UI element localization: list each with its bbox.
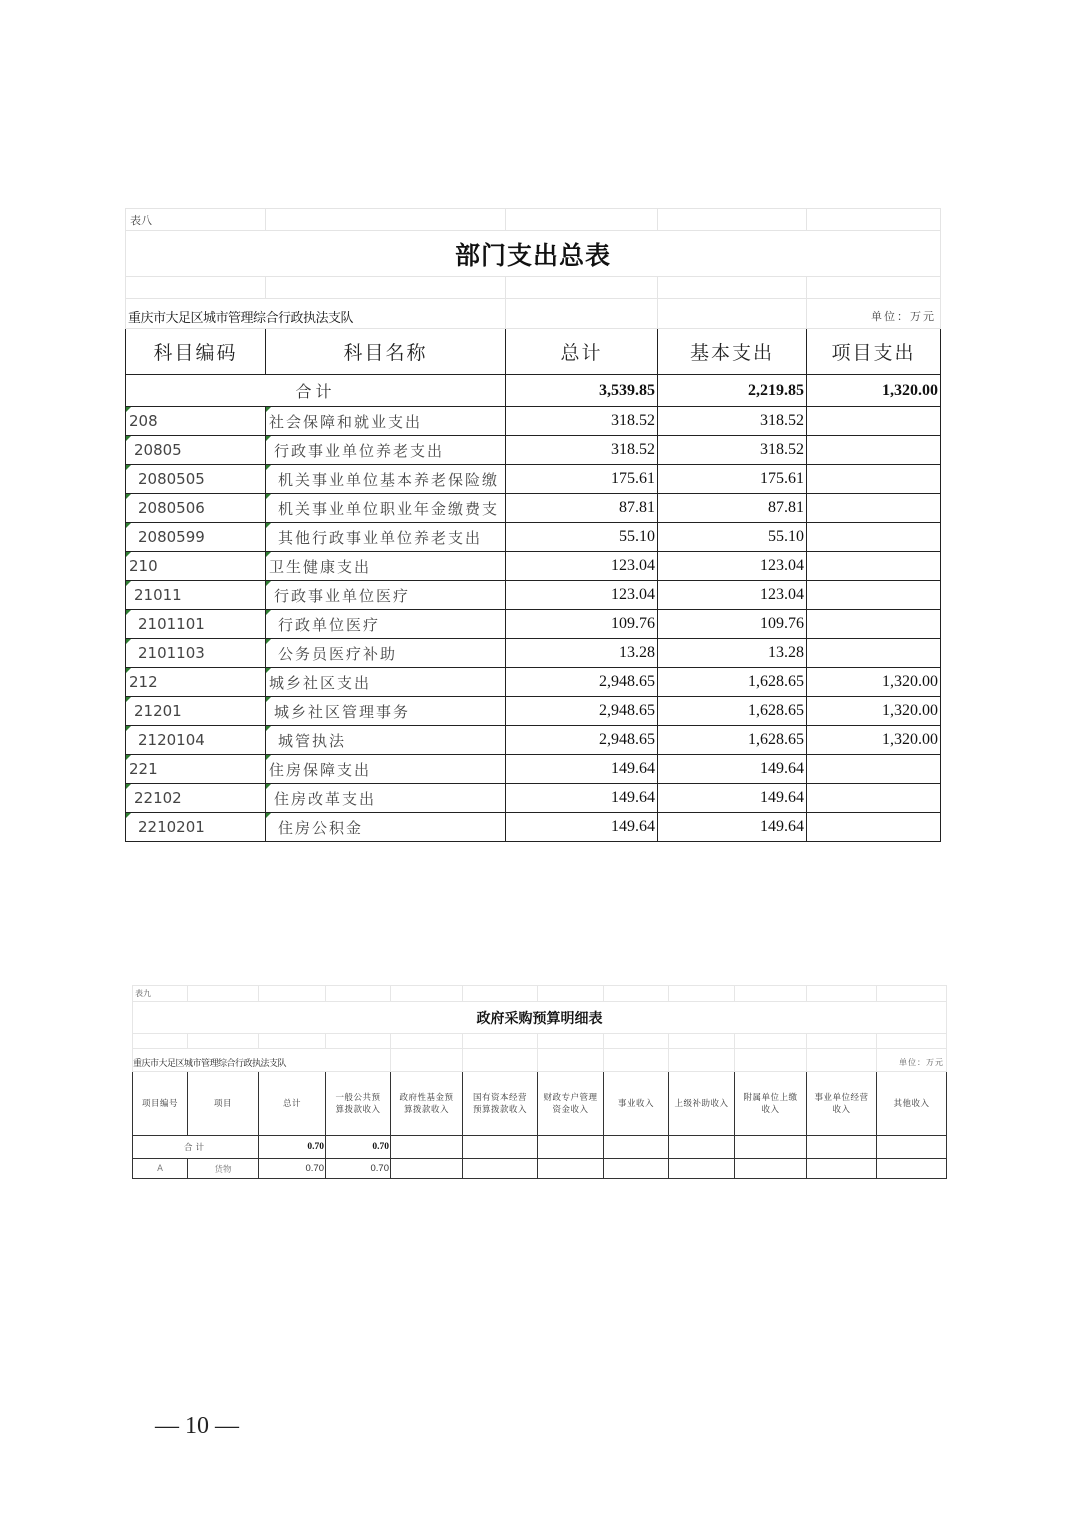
table-row xyxy=(126,813,941,842)
row-basic: 1,628.65 xyxy=(658,697,807,726)
row-name: 机关事业单位职业年金缴费支 xyxy=(266,494,506,523)
row-total: 2,948.65 xyxy=(506,668,658,697)
row-project xyxy=(807,407,941,436)
table-title: 部门支出总表 xyxy=(126,231,941,277)
row-name: 城管执法 xyxy=(266,726,506,755)
row-basic: 123.04 xyxy=(658,581,807,610)
row-project xyxy=(807,494,941,523)
row-basic: 149.64 xyxy=(658,784,807,813)
title-row xyxy=(126,231,941,277)
header-line: 附属单位上缴 xyxy=(743,1092,798,1103)
header-cell xyxy=(259,1072,326,1136)
total-basic: 2,219.85 xyxy=(658,375,807,407)
header-cell xyxy=(877,1072,947,1136)
header-cell xyxy=(133,1072,188,1136)
table-label-row xyxy=(133,986,947,1002)
header-line: 预算拨款收入 xyxy=(472,1104,527,1115)
row-basic: 318.52 xyxy=(658,436,807,465)
row-total: 149.64 xyxy=(506,755,658,784)
table-title: 政府采购预算明细表 xyxy=(133,1002,947,1034)
header-cell xyxy=(188,1072,259,1136)
header-line: 国有资本经营 xyxy=(472,1092,527,1103)
organization-name: 重庆市大足区城市管理综合行政执法支队 xyxy=(133,1049,391,1072)
row-basic: 318.52 xyxy=(658,407,807,436)
header-line: 算拨款收入 xyxy=(335,1104,381,1115)
table-label-row xyxy=(126,209,941,231)
total-general: 0.70 xyxy=(326,1136,391,1159)
total-label: 合计 xyxy=(133,1136,259,1159)
header-row xyxy=(126,329,941,375)
header-line: 其他收入 xyxy=(893,1098,930,1109)
row-code: 21011 xyxy=(126,581,266,610)
row-basic: 149.64 xyxy=(658,755,807,784)
row-code: 2080599 xyxy=(126,523,266,552)
total-row xyxy=(133,1136,947,1159)
header-cell xyxy=(735,1072,807,1136)
row-total: 149.64 xyxy=(506,784,658,813)
header-line: 总计 xyxy=(282,1098,301,1109)
table-row xyxy=(133,1159,947,1179)
blank-row xyxy=(126,277,941,299)
header-code: 科目编码 xyxy=(126,329,266,375)
row-name: 城乡社区管理事务 xyxy=(266,697,506,726)
total-row xyxy=(126,375,941,407)
table-row xyxy=(126,697,941,726)
table-row xyxy=(126,494,941,523)
header-cell xyxy=(807,1072,877,1136)
row-project xyxy=(807,813,941,842)
unit-label: 单位：万元 xyxy=(807,299,941,329)
header-line: 资金收入 xyxy=(552,1104,589,1115)
row-project xyxy=(807,552,941,581)
blank-row xyxy=(133,1034,947,1049)
table-row xyxy=(126,784,941,813)
header-basic: 基本支出 xyxy=(658,329,807,375)
row-code: 2120104 xyxy=(126,726,266,755)
row-basic: 13.28 xyxy=(658,639,807,668)
table-row xyxy=(126,523,941,552)
row-code: 21201 xyxy=(126,697,266,726)
header-line: 项目编号 xyxy=(141,1098,178,1109)
row-total: 109.76 xyxy=(506,610,658,639)
government-procurement-table xyxy=(132,985,947,1179)
row-project xyxy=(807,639,941,668)
header-project: 项目支出 xyxy=(807,329,941,375)
row-item: 货物 xyxy=(188,1159,259,1179)
header-cell xyxy=(669,1072,735,1136)
total-project: 1,320.00 xyxy=(807,375,941,407)
row-code: 2101101 xyxy=(126,610,266,639)
row-total: 55.10 xyxy=(506,523,658,552)
row-name: 机关事业单位基本养老保险缴 xyxy=(266,465,506,494)
row-project xyxy=(807,436,941,465)
row-total: 0.70 xyxy=(259,1159,326,1179)
header-cell xyxy=(463,1072,538,1136)
row-name: 行政单位医疗 xyxy=(266,610,506,639)
organization-row xyxy=(126,299,941,329)
header-line: 政府性基金预 xyxy=(399,1092,454,1103)
row-total: 318.52 xyxy=(506,407,658,436)
header-line: 上级补助收入 xyxy=(674,1098,729,1109)
header-total: 总计 xyxy=(506,329,658,375)
row-basic: 175.61 xyxy=(658,465,807,494)
total-total: 3,539.85 xyxy=(506,375,658,407)
row-name: 行政事业单位养老支出 xyxy=(266,436,506,465)
row-basic: 55.10 xyxy=(658,523,807,552)
row-total: 2,948.65 xyxy=(506,697,658,726)
row-code: A xyxy=(133,1159,188,1179)
row-name: 住房改革支出 xyxy=(266,784,506,813)
row-total: 123.04 xyxy=(506,581,658,610)
table-row xyxy=(126,726,941,755)
header-row xyxy=(133,1072,947,1136)
row-name: 行政事业单位医疗 xyxy=(266,581,506,610)
header-line: 财政专户管理 xyxy=(543,1092,598,1103)
row-total: 175.61 xyxy=(506,465,658,494)
header-line: 事业单位经营 xyxy=(814,1092,869,1103)
row-project xyxy=(807,755,941,784)
row-name: 住房保障支出 xyxy=(266,755,506,784)
row-code: 2080505 xyxy=(126,465,266,494)
organization-row xyxy=(133,1049,947,1072)
row-general: 0.70 xyxy=(326,1159,391,1179)
title-row xyxy=(133,1002,947,1034)
header-cell xyxy=(391,1072,463,1136)
row-code: 210 xyxy=(126,552,266,581)
row-project xyxy=(807,523,941,552)
header-cell xyxy=(538,1072,604,1136)
row-name: 社会保障和就业支出 xyxy=(266,407,506,436)
row-code: 208 xyxy=(126,407,266,436)
row-project xyxy=(807,784,941,813)
row-code: 20805 xyxy=(126,436,266,465)
page-number: — 10 — xyxy=(155,1413,239,1439)
row-project xyxy=(807,581,941,610)
header-line: 项目 xyxy=(213,1098,232,1109)
table-row xyxy=(126,436,941,465)
table-row xyxy=(126,755,941,784)
row-total: 318.52 xyxy=(506,436,658,465)
row-basic: 1,628.65 xyxy=(658,668,807,697)
row-basic: 1,628.65 xyxy=(658,726,807,755)
organization-name: 重庆市大足区城市管理综合行政执法支队 xyxy=(126,299,506,329)
row-basic: 149.64 xyxy=(658,813,807,842)
header-line: 一般公共预 xyxy=(335,1092,381,1103)
table-row xyxy=(126,552,941,581)
row-code: 2101103 xyxy=(126,639,266,668)
row-name: 卫生健康支出 xyxy=(266,552,506,581)
row-code: 2080506 xyxy=(126,494,266,523)
header-line: 事业收入 xyxy=(617,1098,654,1109)
row-project: 1,320.00 xyxy=(807,668,941,697)
unit-label: 单位：万元 xyxy=(877,1049,947,1072)
row-name: 公务员医疗补助 xyxy=(266,639,506,668)
row-project: 1,320.00 xyxy=(807,697,941,726)
row-code: 2210201 xyxy=(126,813,266,842)
row-name: 其他行政事业单位养老支出 xyxy=(266,523,506,552)
row-basic: 109.76 xyxy=(658,610,807,639)
table-row xyxy=(126,610,941,639)
table-row xyxy=(126,407,941,436)
header-line: 算拨款收入 xyxy=(403,1104,449,1115)
header-line: 收入 xyxy=(832,1104,851,1115)
total-total: 0.70 xyxy=(259,1136,326,1159)
table-row xyxy=(126,639,941,668)
total-label: 合计 xyxy=(126,375,506,407)
row-total: 149.64 xyxy=(506,813,658,842)
table-row xyxy=(126,581,941,610)
table-label: 表八 xyxy=(126,209,266,231)
row-total: 87.81 xyxy=(506,494,658,523)
row-basic: 123.04 xyxy=(658,552,807,581)
table-row xyxy=(126,465,941,494)
header-name: 科目名称 xyxy=(266,329,506,375)
department-expenditure-table xyxy=(125,208,941,842)
header-line: 收入 xyxy=(761,1104,780,1115)
header-cell xyxy=(604,1072,669,1136)
row-basic: 87.81 xyxy=(658,494,807,523)
row-project xyxy=(807,610,941,639)
row-project: 1,320.00 xyxy=(807,726,941,755)
row-name: 住房公积金 xyxy=(266,813,506,842)
header-cell xyxy=(326,1072,391,1136)
row-code: 212 xyxy=(126,668,266,697)
row-total: 123.04 xyxy=(506,552,658,581)
row-code: 22102 xyxy=(126,784,266,813)
row-name: 城乡社区支出 xyxy=(266,668,506,697)
table-row xyxy=(126,668,941,697)
row-project xyxy=(807,465,941,494)
row-code: 221 xyxy=(126,755,266,784)
row-total: 13.28 xyxy=(506,639,658,668)
table-label: 表九 xyxy=(133,986,188,1002)
row-total: 2,948.65 xyxy=(506,726,658,755)
